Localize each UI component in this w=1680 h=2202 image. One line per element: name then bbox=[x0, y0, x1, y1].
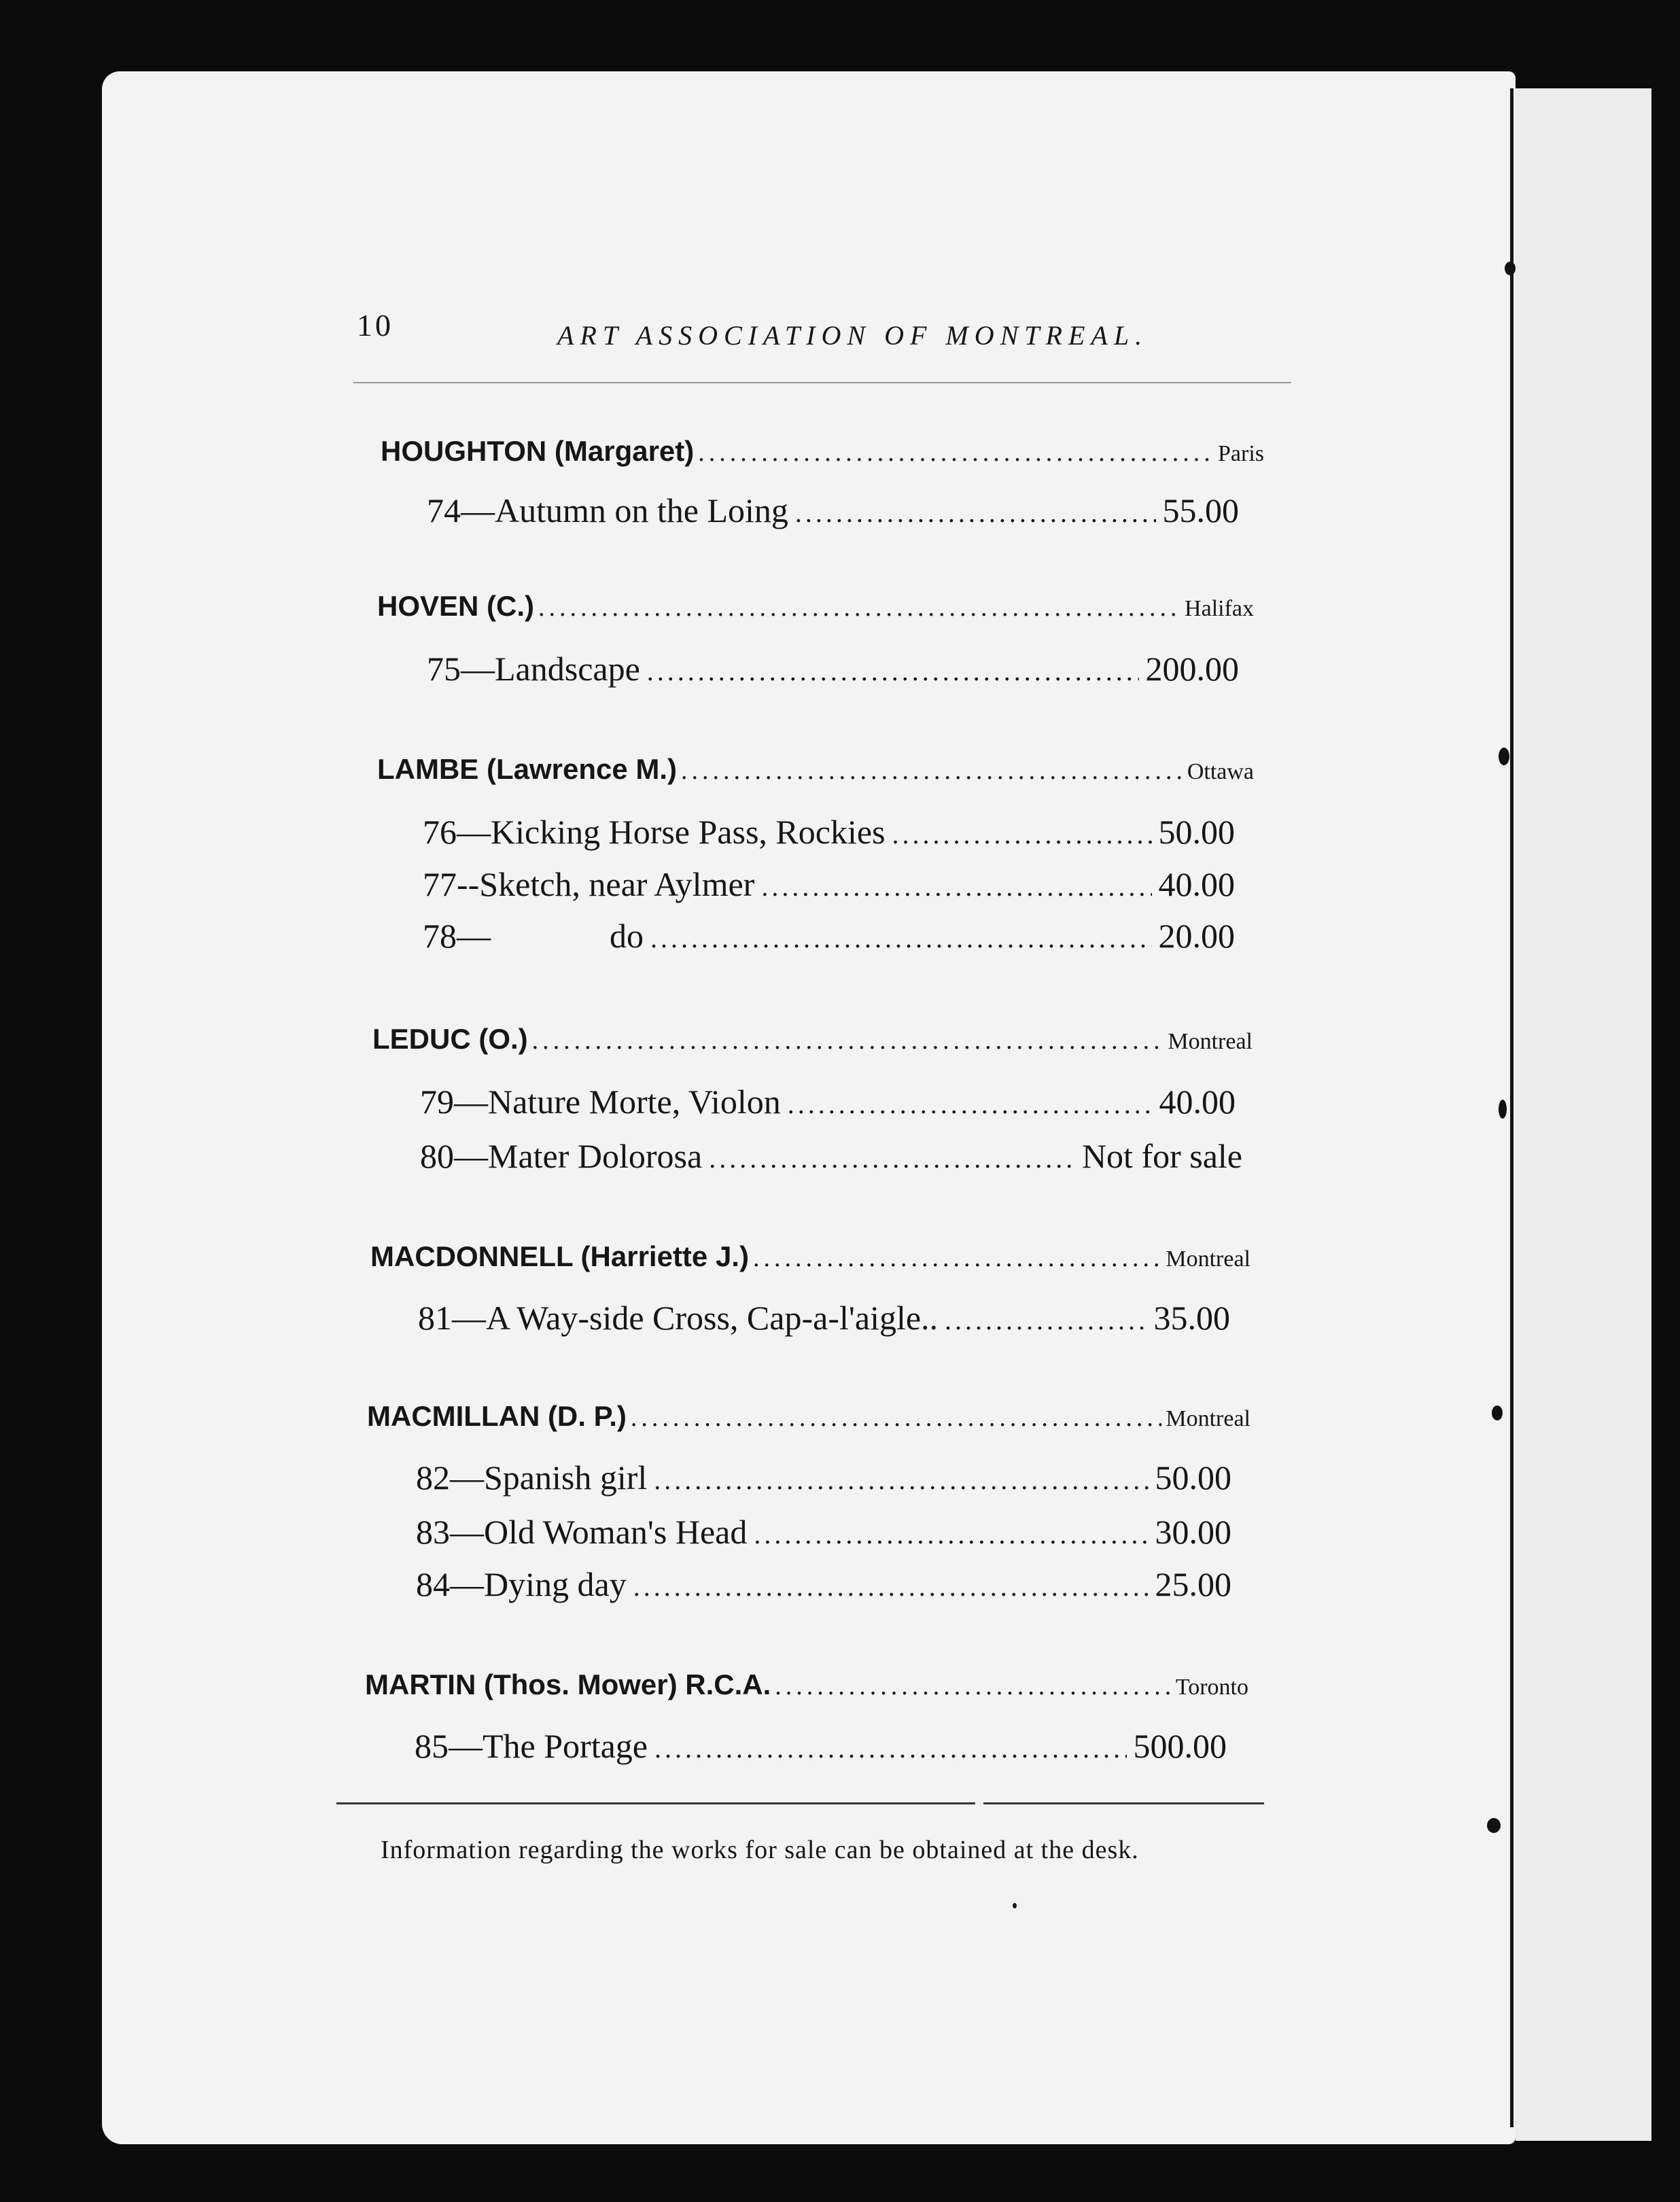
dot-leader bbox=[654, 1732, 1127, 1764]
artist-heading bbox=[365, 1668, 1248, 1711]
work-row bbox=[427, 491, 1239, 536]
work-price: 35.00 bbox=[1153, 1299, 1230, 1337]
artist-city: Montreal bbox=[1166, 1406, 1250, 1431]
artist-name: MACDONNELL (Harriette J.) bbox=[370, 1240, 749, 1272]
dot-leader bbox=[795, 497, 1156, 529]
dot-leader bbox=[538, 593, 1180, 623]
artist-city: Halifax bbox=[1185, 596, 1254, 621]
dot-leader bbox=[754, 1518, 1148, 1550]
page-gutter-line bbox=[1510, 88, 1513, 2127]
work-price: 50.00 bbox=[1155, 1458, 1231, 1497]
scan-speck bbox=[1487, 1818, 1501, 1833]
artist-city: Montreal bbox=[1166, 1246, 1250, 1272]
artist-name: HOUGHTON (Margaret) bbox=[381, 435, 695, 467]
work-row bbox=[416, 1565, 1231, 1609]
work-title: 79—Nature Morte, Violon bbox=[420, 1083, 781, 1121]
work-price: 200.00 bbox=[1145, 650, 1239, 688]
artist-name: HOVEN (C.) bbox=[377, 590, 534, 622]
artist-city: Montreal bbox=[1168, 1029, 1253, 1054]
artist-heading bbox=[377, 753, 1254, 795]
work-price: 40.00 bbox=[1159, 1083, 1236, 1121]
artist-name: LAMBE (Lawrence M.) bbox=[377, 753, 678, 785]
artist-heading bbox=[372, 1023, 1253, 1065]
footnote: Information regarding the works for sale can be obtained at the desk. bbox=[381, 1836, 1139, 1864]
work-title: 85—The Portage bbox=[415, 1727, 648, 1765]
dot-leader bbox=[633, 1571, 1149, 1603]
artist-heading bbox=[367, 1400, 1250, 1442]
work-row bbox=[415, 1726, 1227, 1771]
scan-speck bbox=[1492, 1405, 1503, 1420]
dot-leader bbox=[945, 1304, 1147, 1336]
artist-city: Paris bbox=[1218, 441, 1264, 466]
work-row bbox=[420, 1136, 1242, 1181]
work-row bbox=[416, 1512, 1231, 1557]
dot-leader bbox=[761, 871, 1151, 903]
facing-page-edge bbox=[1516, 88, 1651, 2141]
work-title: 74—Autumn on the Loing bbox=[427, 491, 788, 529]
work-price: 55.00 bbox=[1162, 491, 1239, 529]
work-row bbox=[418, 1298, 1230, 1343]
scan-speck bbox=[1499, 1100, 1507, 1119]
work-price: 20.00 bbox=[1158, 917, 1235, 955]
work-title: 75—Landscape bbox=[427, 650, 640, 688]
work-title: 77--Sketch, near Aylmer bbox=[423, 865, 755, 903]
scan-speck bbox=[1499, 748, 1509, 765]
work-title: 78— do bbox=[423, 917, 644, 955]
scan-speck bbox=[1505, 262, 1516, 275]
work-price: 40.00 bbox=[1158, 865, 1235, 903]
work-title: 82—Spanish girl bbox=[416, 1458, 648, 1497]
artist-name: LEDUC (O.) bbox=[372, 1023, 528, 1055]
dot-leader bbox=[788, 1088, 1153, 1120]
artist-heading bbox=[377, 590, 1254, 632]
dot-leader bbox=[753, 1243, 1161, 1273]
artist-city: Ottawa bbox=[1187, 759, 1254, 784]
dot-leader bbox=[698, 438, 1214, 468]
dot-leader bbox=[650, 922, 1152, 954]
work-row bbox=[423, 812, 1235, 857]
work-price: 500.00 bbox=[1133, 1727, 1227, 1765]
dot-leader bbox=[681, 756, 1183, 786]
footer-rule-gap bbox=[975, 1800, 983, 1808]
dot-leader bbox=[892, 818, 1152, 850]
work-title: 83—Old Woman's Head bbox=[416, 1513, 748, 1551]
dot-leader bbox=[709, 1142, 1075, 1174]
work-price: 25.00 bbox=[1155, 1565, 1231, 1603]
page-number: 10 bbox=[357, 308, 393, 343]
artist-city: Toronto bbox=[1175, 1675, 1248, 1700]
dot-leader bbox=[647, 655, 1139, 687]
work-title: 84—Dying day bbox=[416, 1565, 627, 1603]
work-price: 30.00 bbox=[1155, 1513, 1231, 1551]
artist-name: MARTIN (Thos. Mower) R.C.A. bbox=[365, 1668, 771, 1700]
artist-heading bbox=[370, 1240, 1250, 1282]
dot-leader bbox=[631, 1403, 1162, 1433]
work-row bbox=[423, 916, 1235, 961]
header-rule bbox=[353, 382, 1291, 383]
work-row bbox=[427, 649, 1239, 694]
footer-rule bbox=[336, 1802, 1264, 1804]
work-row bbox=[416, 1458, 1231, 1503]
work-row bbox=[423, 864, 1235, 909]
artist-heading bbox=[381, 435, 1264, 477]
work-price: 50.00 bbox=[1158, 813, 1235, 851]
dot-leader bbox=[775, 1671, 1172, 1701]
work-price: Not for sale bbox=[1081, 1137, 1242, 1175]
artist-name: MACMILLAN (D. P.) bbox=[367, 1400, 627, 1432]
scan-speck bbox=[1013, 1903, 1017, 1908]
work-title: 76—Kicking Horse Pass, Rockies bbox=[423, 813, 886, 851]
work-title: 81—A Way-side Cross, Cap-a-l'aigle.. bbox=[418, 1299, 939, 1337]
work-row bbox=[420, 1082, 1236, 1127]
running-title: ART ASSOCIATION OF MONTREAL. bbox=[557, 320, 1149, 351]
dot-leader bbox=[532, 1026, 1164, 1055]
dot-leader bbox=[654, 1464, 1148, 1496]
work-title: 80—Mater Dolorosa bbox=[420, 1137, 703, 1175]
